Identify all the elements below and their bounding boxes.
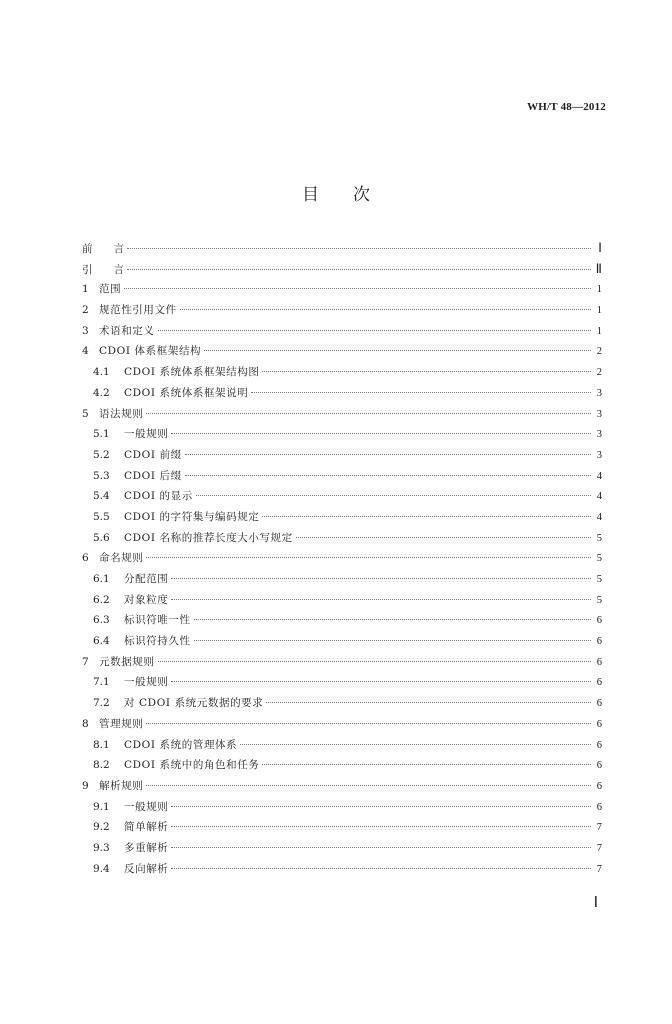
toc-entry-number: 4 xyxy=(82,345,89,358)
toc-entry-page: 5 xyxy=(596,553,602,565)
dot-leader xyxy=(171,578,591,579)
dot-leader xyxy=(240,744,591,745)
toc-entry-label: 对象粒度 xyxy=(124,593,169,606)
toc-entry-label: 标识符唯一性 xyxy=(124,614,191,627)
dot-leader xyxy=(262,516,591,517)
toc-entry-label: CDOI 系统中的角色和任务 xyxy=(124,759,260,772)
toc-entry[interactable] xyxy=(82,817,602,838)
toc-entry[interactable] xyxy=(82,859,602,880)
toc-entry-page: 4 xyxy=(596,511,602,523)
dot-leader xyxy=(296,537,591,538)
toc-entry-number: 6.1 xyxy=(93,573,110,585)
toc-title: 目次 xyxy=(302,185,404,205)
toc-entry-label: CDOI 名称的推荐长度大小写规定 xyxy=(124,531,293,544)
toc-entry-label: CDOI 后缀 xyxy=(124,469,182,482)
toc-entry-label: 规范性引用文件 xyxy=(99,304,177,317)
toc-entry-number: 6 xyxy=(82,552,89,565)
toc-entry-label: CDOI 的字符集与编码规定 xyxy=(124,510,260,523)
toc-entry-number: 9.3 xyxy=(93,841,110,854)
toc-entry-page: 5 xyxy=(596,594,602,606)
dot-leader xyxy=(266,702,591,703)
toc-entry-page: 5 xyxy=(596,532,602,544)
dot-leader xyxy=(146,723,591,724)
toc-entry-number: 8.1 xyxy=(93,738,110,751)
toc-entry[interactable] xyxy=(82,445,602,466)
toc-entry-number: 5.6 xyxy=(93,531,110,544)
toc-entry[interactable] xyxy=(82,424,602,445)
table-of-contents xyxy=(82,238,602,879)
toc-entry-page: Ⅱ xyxy=(595,260,602,276)
toc-entry[interactable] xyxy=(82,797,602,818)
toc-entry-label: CDOI 的显示 xyxy=(124,490,193,503)
toc-entry-page: 6 xyxy=(596,636,602,648)
dot-leader xyxy=(158,661,592,662)
toc-entry-page: 3 xyxy=(596,387,602,399)
toc-entry-number: 6.4 xyxy=(93,635,110,648)
toc-entry-number: 6.2 xyxy=(93,593,110,606)
dot-leader xyxy=(185,475,591,476)
toc-entry-number: 5 xyxy=(82,407,89,420)
toc-entry[interactable] xyxy=(82,610,602,631)
dot-leader xyxy=(127,248,591,249)
toc-entry-number: 5.2 xyxy=(93,448,110,461)
dot-leader xyxy=(204,350,591,351)
toc-entry-page: 6 xyxy=(596,656,602,668)
toc-entry-label: 范围 xyxy=(99,283,122,296)
toc-entry-label: CDOI 前缀 xyxy=(124,448,182,461)
toc-entry-page: 6 xyxy=(596,718,602,730)
toc-entry-label: 术语和定义 xyxy=(99,324,155,337)
toc-entry-number: 9.2 xyxy=(93,821,110,834)
dot-leader xyxy=(185,454,591,455)
toc-entry-number: 9.1 xyxy=(93,800,110,813)
toc-entry-page: 6 xyxy=(596,677,602,689)
dot-leader xyxy=(124,288,591,289)
toc-entry-number: 2 xyxy=(82,304,89,317)
toc-entry[interactable] xyxy=(82,548,602,569)
toc-entry-label: 管理规则 xyxy=(99,717,144,730)
toc-entry-label: 一般规则 xyxy=(124,676,169,689)
toc-entry[interactable] xyxy=(82,507,602,528)
toc-entry-label: 标识符持久性 xyxy=(124,635,191,648)
toc-entry-label: 命名规则 xyxy=(99,552,144,565)
dot-leader xyxy=(171,806,591,807)
toc-entry[interactable] xyxy=(82,755,602,776)
toc-entry-number: 4.1 xyxy=(93,366,110,379)
toc-entry[interactable] xyxy=(82,776,602,797)
toc-entry[interactable] xyxy=(82,631,602,652)
dot-leader xyxy=(158,330,592,331)
toc-entry-page: 1 xyxy=(596,325,602,337)
dot-leader xyxy=(171,681,591,682)
toc-entry-label: 简单解析 xyxy=(124,821,169,834)
toc-entry[interactable] xyxy=(82,383,602,404)
toc-entry-label: 一般规则 xyxy=(124,800,169,813)
toc-entry-number: 9 xyxy=(82,779,89,792)
dot-leader xyxy=(146,413,591,414)
toc-entry-number: 6.3 xyxy=(93,614,110,627)
toc-entry-number: 5.1 xyxy=(93,428,110,441)
dot-leader xyxy=(262,764,591,765)
toc-entry-page: 6 xyxy=(596,780,602,792)
toc-entry[interactable] xyxy=(82,652,602,673)
toc-entry-label: 元数据规则 xyxy=(99,655,155,668)
toc-entry[interactable] xyxy=(82,279,602,300)
dot-leader xyxy=(251,392,591,393)
toc-entry[interactable] xyxy=(82,735,602,756)
dot-leader xyxy=(262,371,591,372)
toc-entry-page: 1 xyxy=(596,284,602,296)
toc-entry-page: 3 xyxy=(596,449,602,461)
footer-page-number: Ⅰ xyxy=(593,895,598,911)
toc-entry[interactable] xyxy=(82,466,602,487)
toc-entry-page: 5 xyxy=(596,574,602,585)
dot-leader xyxy=(171,826,591,827)
dot-leader xyxy=(146,785,591,786)
toc-entry-number: 8 xyxy=(82,717,89,730)
toc-entry-page: 4 xyxy=(596,470,602,482)
toc-entry-label: 引 言 xyxy=(82,263,124,276)
toc-entry[interactable] xyxy=(82,528,602,549)
toc-entry-label: 多重解析 xyxy=(124,841,169,854)
toc-entry[interactable] xyxy=(82,714,602,735)
toc-entry[interactable] xyxy=(82,404,602,425)
toc-entry-label: CDOI 体系框架结构 xyxy=(99,345,202,358)
toc-entry-number: 5.4 xyxy=(93,490,110,503)
toc-entry-page: 1 xyxy=(596,305,602,317)
toc-entry-page: 3 xyxy=(596,408,602,420)
toc-entry-page: 6 xyxy=(596,698,602,710)
toc-entry-page: 6 xyxy=(596,739,602,751)
dot-leader xyxy=(171,433,591,434)
dot-leader xyxy=(194,640,591,641)
toc-entry-number: 7 xyxy=(82,655,89,668)
toc-entry-label: 分配范围 xyxy=(124,573,169,585)
toc-entry-page: 7 xyxy=(596,863,602,875)
toc-entry-label: CDOI 系统的管理体系 xyxy=(124,738,238,751)
toc-entry-label: 对 CDOI 系统元数据的要求 xyxy=(124,697,264,710)
dot-leader xyxy=(171,847,591,848)
toc-entry-number: 5.5 xyxy=(93,510,110,523)
dot-leader xyxy=(146,557,591,558)
toc-entry[interactable] xyxy=(82,362,602,383)
toc-entry-label: CDOI 系统体系框架说明 xyxy=(124,386,249,399)
toc-entry-page: 7 xyxy=(596,822,602,834)
toc-entry-number: 1 xyxy=(82,283,89,296)
toc-entry[interactable] xyxy=(82,672,602,693)
toc-entry[interactable] xyxy=(82,259,602,280)
toc-entry-page: 6 xyxy=(596,615,602,627)
toc-entry-number: 8.2 xyxy=(93,759,110,772)
toc-entry-number: 7.2 xyxy=(93,697,110,710)
toc-entry[interactable] xyxy=(82,341,602,362)
toc-entry-page: 2 xyxy=(596,367,602,379)
standard-code: WH/T 48—2012 xyxy=(527,101,606,113)
toc-entry-page: 6 xyxy=(596,760,602,772)
toc-entry-label: 前 言 xyxy=(82,243,124,255)
toc-entry-number: 4.2 xyxy=(93,386,110,399)
toc-entry[interactable] xyxy=(82,486,602,507)
toc-entry-number: 5.3 xyxy=(93,469,110,482)
dot-leader xyxy=(171,868,591,869)
toc-entry-page: 7 xyxy=(596,842,602,854)
toc-entry-page: 3 xyxy=(596,429,602,441)
dot-leader xyxy=(194,619,591,620)
toc-entry-number: 9.4 xyxy=(93,862,110,875)
toc-entry-page: Ⅰ xyxy=(598,240,602,255)
toc-entry[interactable] xyxy=(82,590,602,611)
toc-entry[interactable] xyxy=(82,693,602,714)
dot-leader xyxy=(127,269,591,270)
toc-entry-label: CDOI 系统体系框架结构图 xyxy=(124,366,260,379)
toc-entry-page: 6 xyxy=(596,801,602,813)
dot-leader xyxy=(196,495,591,496)
toc-entry[interactable] xyxy=(82,300,602,321)
toc-entry-page: 4 xyxy=(596,491,602,503)
dot-leader xyxy=(171,599,591,600)
dot-leader xyxy=(180,309,591,310)
toc-entry-label: 解析规则 xyxy=(99,779,144,792)
toc-entry-label: 语法规则 xyxy=(99,407,144,420)
toc-entry-number: 7.1 xyxy=(93,676,110,689)
toc-entry[interactable] xyxy=(82,838,602,859)
toc-entry-number: 3 xyxy=(82,324,89,337)
toc-entry-label: 反向解析 xyxy=(124,862,169,875)
toc-entry-label: 一般规则 xyxy=(124,428,169,441)
toc-entry-page: 2 xyxy=(596,346,602,358)
toc-entry[interactable] xyxy=(82,321,602,342)
toc-entry[interactable] xyxy=(82,569,602,590)
toc-entry[interactable] xyxy=(82,238,602,259)
